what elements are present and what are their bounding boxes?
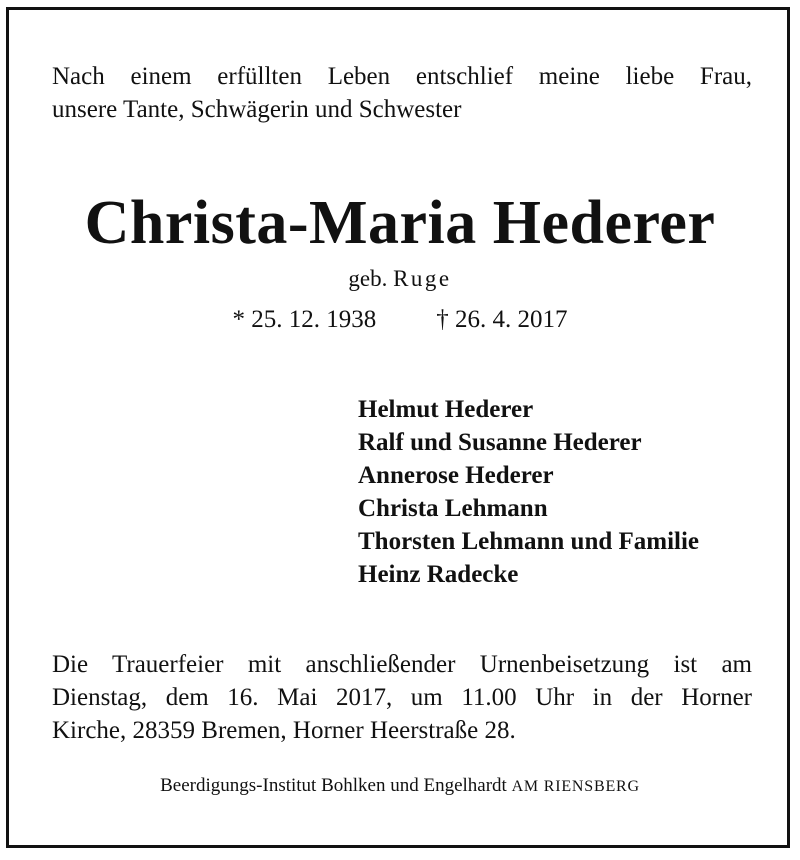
- intro-line: Nach einem erfüllten Leben entschlief meine liebe Frau,: [52, 63, 752, 90]
- mourner-name: Heinz Radecke: [358, 561, 519, 588]
- mourner-name: Helmut Hederer: [358, 396, 534, 423]
- maiden-prefix: geb.: [348, 266, 388, 291]
- death-date: † 26. 4. 2017: [436, 306, 568, 333]
- undertaker-name: Beerdigungs-Institut Bohlken und Engelhardt: [160, 775, 507, 796]
- life-dates: [0, 304, 800, 336]
- funeral-line: Kirche, 28359 Bremen, Horner Heerstraße 28.: [52, 717, 516, 744]
- mourner-name: Thorsten Lehmann und Familie: [358, 528, 700, 555]
- birth-date: * 25. 12. 1938: [232, 306, 377, 333]
- undertaker-line: [0, 773, 800, 800]
- funeral-line: Die Trauerfeier mit anschließender Urnenbeisetzung ist am: [52, 651, 752, 678]
- funeral-info: [52, 648, 752, 747]
- intro-text: [52, 60, 752, 126]
- mourner-name: Christa Lehmann: [358, 495, 548, 522]
- undertaker-location: AM RIENSBERG: [511, 778, 640, 795]
- maiden-name-line: [0, 264, 800, 294]
- funeral-line: Dienstag, dem 16. Mai 2017, um 11.00 Uhr in der Horner: [52, 684, 752, 711]
- mourner-name: Annerose Hederer: [358, 462, 554, 489]
- maiden-name: Ruge: [393, 266, 452, 291]
- intro-line: unsere Tante, Schwägerin und Schwester: [52, 96, 462, 123]
- mourner-name: Ralf und Susanne Hederer: [358, 429, 642, 456]
- deceased-name: Christa-Maria Hederer: [84, 189, 716, 257]
- mourners-list: [358, 393, 699, 591]
